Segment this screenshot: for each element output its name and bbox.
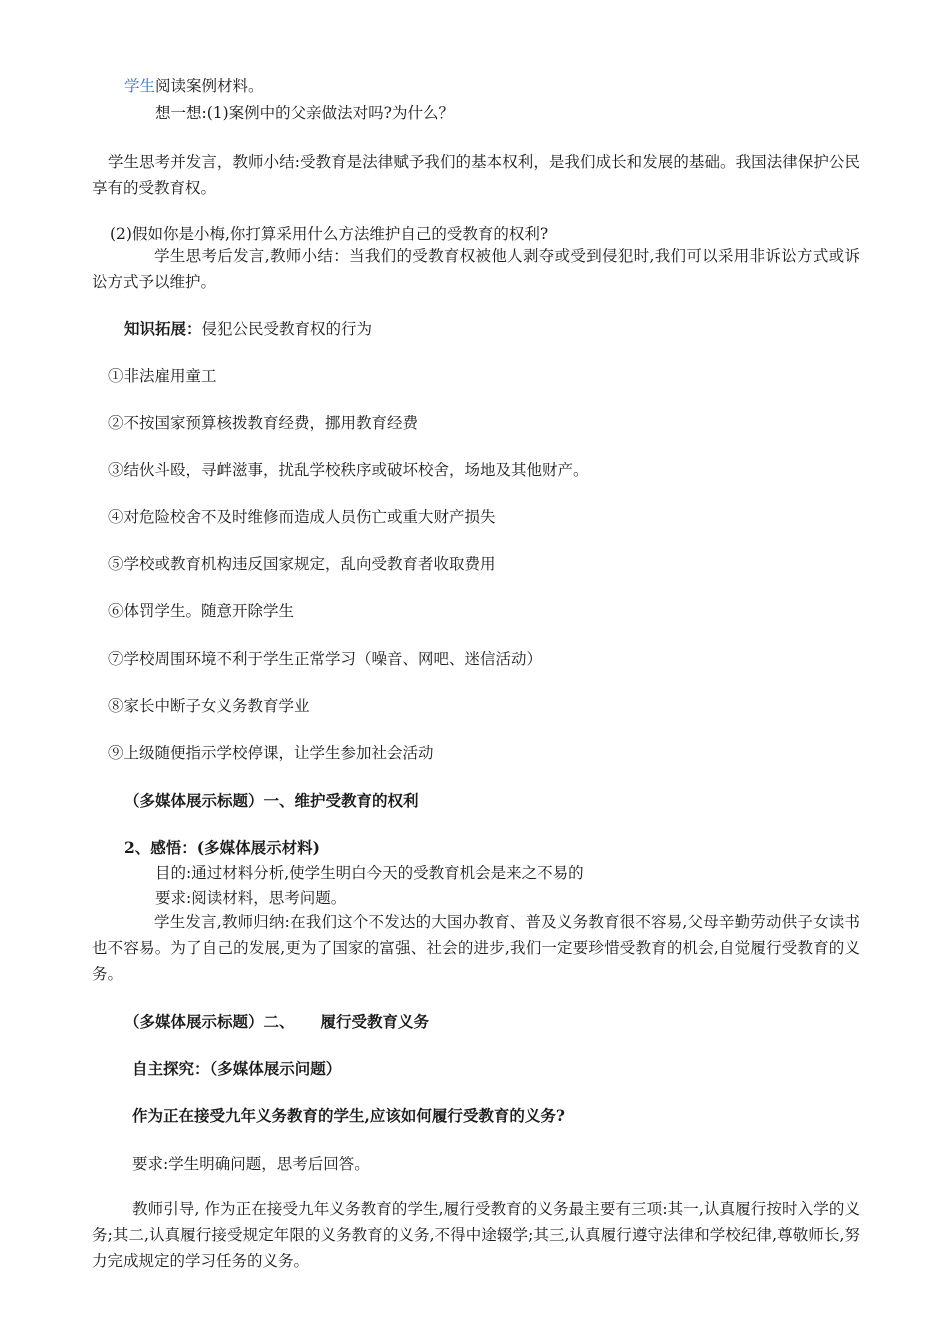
heading-prefix: （多媒体展示标题）二、 xyxy=(124,1012,295,1031)
teacher-guidance: 教师引导, 作为正在接受九年义务教育的学生,履行受教育的义务最主要有三项:其一,认真履行按时入学的义务;其二,认真履行接受规定年限的义务教育的义务,不得中途辍学;其三,认真履行遵守法律和学校纪律,尊敬师长,努力完成规定的学习任务的义务。 xyxy=(92,1200,860,1270)
list-item: ⑤学校或教育机构违反国家规定，乱向受教育者收取费用 xyxy=(108,555,496,573)
heading-title: 履行受教育义务 xyxy=(320,1012,430,1031)
answer-requirement: 要求:学生明确问题，思考后回答。 xyxy=(132,1155,370,1173)
highlighted-word: 学生 xyxy=(124,77,156,95)
teacher-conclusion: 学生发言,教师归纳:在我们这个不发达的大国办教育、普及义务教育很不容易,父母辛勤劳动供子女读书也不容易。为了自己的发展,更为了国家的富强、社会的进步,我们一定要珍惜受教育的机会,自觉履行受教育的义务。 xyxy=(92,913,860,983)
section-heading-2 xyxy=(124,1012,429,1032)
list-item: ②不按国家预算核拨教育经费，挪用教育经费 xyxy=(108,414,419,432)
extension-title: 侵犯公民受教育权的行为 xyxy=(201,320,373,338)
teacher-summary-1: 学生思考并发言，教师小结:受教育是法律赋予我们的基本权利，是我们成长和发展的基础。我国法律保护公民享有的受教育权。 xyxy=(92,153,860,197)
teacher-summary-2: 学生思考后发言,教师小结：当我们的受教育权被他人剥夺或受到侵犯时,我们可以采用非诉讼方式或诉讼方式予以维护。 xyxy=(92,247,860,291)
knowledge-extension xyxy=(124,319,372,339)
section-heading-1: （多媒体展示标题）一、维护受教育的权利 xyxy=(124,791,419,810)
list-item: ④对危险校舍不及时维修而造成人员伤亡或重大财产损失 xyxy=(108,508,496,526)
extension-label: 知识拓展： xyxy=(124,319,202,338)
subsection-heading: 2、感悟：(多媒体展示材料) xyxy=(124,838,320,857)
exploration-question: 作为正在接受九年义务教育的学生,应该如何履行受教育的义务? xyxy=(132,1106,565,1125)
list-item: ⑨上级随便指示学校停课，让学生参加社会活动 xyxy=(108,744,434,762)
paragraph-text: 阅读案例材料。 xyxy=(155,77,264,95)
list-item: ⑧家长中断子女义务教育学业 xyxy=(108,697,310,715)
list-item: ①非法雇用童工 xyxy=(108,367,217,385)
question-2: (2)假如你是小梅,你打算采用什么方法维护自己的受教育的权利? xyxy=(110,225,549,243)
question-1: 想一想:(1)案例中的父亲做法对吗?为什么？ xyxy=(155,104,454,122)
self-exploration: 自主探究：（多媒体展示问题） xyxy=(132,1059,342,1078)
list-item: ⑥体罚学生。随意开除学生 xyxy=(108,602,295,620)
list-item: ③结伙斗殴，寻衅滋事，扰乱学校秩序或破坏校舍，场地及其他财产。 xyxy=(108,461,589,479)
list-item: ⑦学校周围环境不利于学生正常学习（噪音、网吧、迷信活动） xyxy=(108,650,543,668)
purpose-line: 目的:通过材料分析,使学生明白今天的受教育机会是来之不易的 xyxy=(155,864,584,882)
paragraph-read-case xyxy=(124,76,264,96)
requirement-line: 要求:阅读材料，思考问题。 xyxy=(155,889,347,907)
